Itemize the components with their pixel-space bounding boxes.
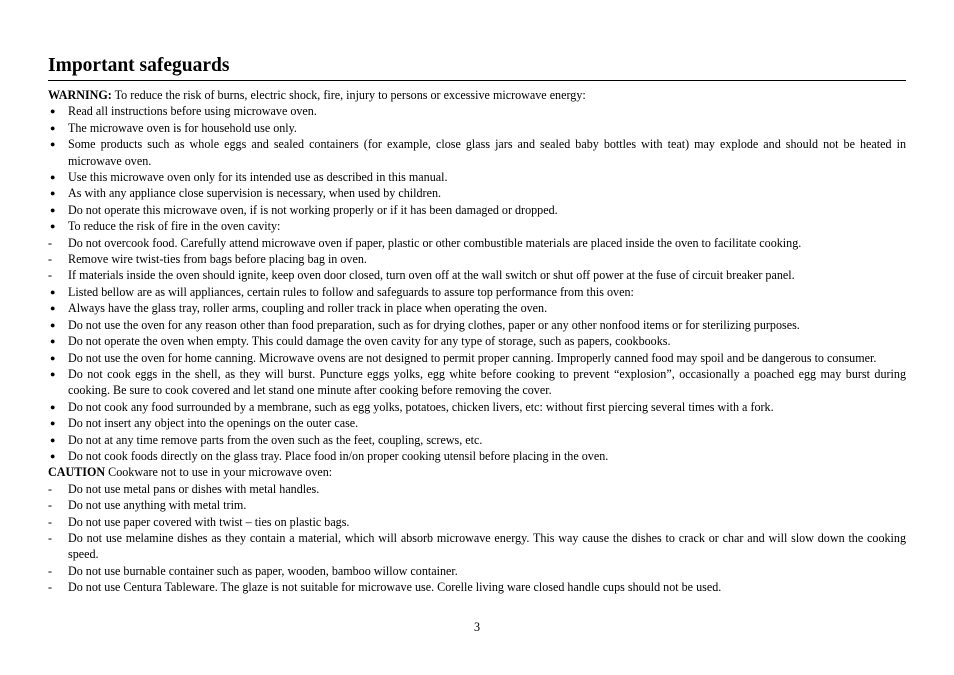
bullet-list-item (48, 333, 906, 349)
bullet-marker: ● (50, 139, 56, 150)
bullet-list-item (48, 350, 906, 366)
list-item-text: Do not use metal pans or dishes with metal handles. (68, 481, 320, 496)
dash-marker: - (48, 580, 53, 595)
list-item-text: Do not cook foods directly on the glass tray. Place food in/on proper cooking utensil before placing in the oven. (68, 448, 609, 463)
bullet-list-item (48, 432, 906, 448)
warning-text: To reduce the risk of burns, electric shock, fire, injury to persons or excessive microwave energy: (111, 88, 586, 102)
list-item-text: If materials inside the oven should ignite, keep oven door closed, turn oven off at the wall switch or shut off power at the fuse of circuit breaker panel. (68, 268, 795, 283)
dash-list-item (48, 235, 906, 251)
list-item-text: Remove wire twist-ties from bags before placing bag in oven. (68, 252, 367, 267)
bullet-list-item (48, 399, 906, 415)
bullet-marker: ● (50, 401, 56, 412)
bullet-marker: ● (50, 106, 56, 117)
bullet-list-item (48, 448, 906, 464)
dash-marker: - (48, 563, 53, 578)
list-item-text: Do not operate the oven when empty. This could damage the oven cavity for any type of storage, such as papers, cookbooks. (68, 334, 671, 349)
bullet-marker: ● (50, 434, 56, 445)
list-item-text: To reduce the risk of fire in the oven cavity: (68, 219, 281, 234)
list-item-text: Do not cook any food surrounded by a membrane, such as egg yolks, potatoes, chicken livers, etc: without first piercing several times with a fork. (68, 399, 774, 414)
bullet-list-item (48, 366, 906, 399)
list-item-text: As with any appliance close supervision is necessary, when used by children. (68, 186, 442, 201)
cookware-caution-list (48, 481, 906, 596)
bullet-list-item (48, 317, 906, 333)
bullet-marker: ● (50, 286, 56, 297)
list-item-text: Do not use anything with metal trim. (68, 498, 247, 513)
bullet-list-item (48, 136, 906, 169)
list-item-text: Do not at any time remove parts from the oven such as the feet, coupling, screws, etc. (68, 432, 483, 447)
dash-marker: - (48, 268, 53, 283)
list-item-text: Do not use burnable container such as paper, wooden, bamboo willow container. (68, 563, 458, 578)
bullet-marker: ● (50, 188, 56, 199)
bullet-marker: ● (50, 303, 56, 314)
bullet-marker: ● (50, 418, 56, 429)
bullet-list-item (48, 415, 906, 431)
bullet-list-item (48, 169, 906, 185)
dash-marker: - (48, 514, 53, 529)
warning-label: WARNING: (48, 88, 112, 102)
bullet-marker: ● (50, 368, 56, 379)
bullet-marker: ● (50, 352, 56, 363)
bullet-marker: ● (50, 122, 56, 133)
dash-marker: - (48, 530, 53, 545)
dash-list-item (48, 514, 906, 530)
bullet-marker: ● (50, 336, 56, 347)
bullet-list-item (48, 103, 906, 119)
safeguards-list (48, 103, 906, 464)
caution-text: Cookware not to use in your microwave oven: (105, 465, 333, 480)
bullet-list-item (48, 185, 906, 201)
dash-list-item (48, 251, 906, 267)
warning-paragraph (48, 87, 906, 103)
dash-marker: - (48, 235, 53, 250)
page-title: Important safeguards (48, 55, 230, 76)
dash-marker: - (48, 498, 53, 513)
dash-marker: - (48, 481, 53, 496)
dash-list-item (48, 530, 906, 563)
list-item-text: Do not use the oven for home canning. Microwave ovens are not designed to permit proper canning. Improperly canned food may spoil and be dangerous to consumer. (68, 350, 877, 365)
title-divider (48, 80, 906, 81)
caution-label: CAUTION (48, 465, 106, 480)
dash-list-item (48, 579, 906, 595)
caution-paragraph (48, 464, 906, 480)
dash-list-item (48, 497, 906, 513)
list-item-text: Do not use the oven for any reason other than food preparation, such as for drying clothes, paper or any other nonfood items or for sterilizing purposes. (68, 317, 800, 332)
list-item-text: Do not insert any object into the openings on the outer case. (68, 416, 359, 431)
bullet-marker: ● (50, 319, 56, 330)
dash-list-item (48, 481, 906, 497)
bullet-list-item (48, 120, 906, 136)
dash-list-item (48, 563, 906, 579)
list-item-text: Do not use paper covered with twist – ties on plastic bags. (68, 514, 350, 529)
list-item-text: Some products such as whole eggs and sealed containers (for example, close glass jars and sealed baby bottles with teat) may explode and should not be heated in microwave oven. (68, 137, 906, 168)
bullet-list-item (48, 202, 906, 218)
bullet-marker: ● (50, 221, 56, 232)
bullet-marker: ● (50, 204, 56, 215)
bullet-list-item (48, 218, 906, 234)
bullet-marker: ● (50, 172, 56, 183)
list-item-text: Do not cook eggs in the shell, as they will burst. Puncture eggs yolks, egg white before cooking to prevent “explosion”, occasionally a poached egg may burst during cooking. Be sure to cook covered and let stand one minute after cooking before removing the cover. (68, 366, 906, 398)
document-page (48, 54, 906, 596)
list-item-text: The microwave oven is for household use only. (68, 120, 297, 135)
dash-list-item (48, 267, 906, 283)
list-item-text: Do not operate this microwave oven, if is not working properly or if it has been damaged or dropped. (68, 202, 558, 217)
list-item-text: Use this microwave oven only for its intended use as described in this manual. (68, 170, 448, 185)
bullet-list-item (48, 300, 906, 316)
bullet-marker: ● (50, 450, 56, 461)
list-item-text: Do not overcook food. Carefully attend microwave oven if paper, plastic or other combustible materials are placed inside the oven to facilitate cooking. (68, 235, 802, 250)
list-item-text: Do not use melamine dishes as they contain a material, which will absorb microwave energy. This way cause the dishes to crack or char and will slow down the cooking speed. (68, 530, 906, 562)
bullet-list-item (48, 284, 906, 300)
list-item-text: Do not use Centura Tableware. The glaze is not suitable for microwave use. Corelle living ware closed handle cups should not be used. (68, 580, 722, 595)
dash-marker: - (48, 252, 53, 267)
list-item-text: Listed bellow are as will appliances, certain rules to follow and safeguards to assure top performance from this oven: (68, 284, 634, 299)
list-item-text: Always have the glass tray, roller arms, coupling and roller track in place when operating the oven. (68, 301, 548, 316)
page-number: 3 (473, 620, 481, 634)
list-item-text: Read all instructions before using microwave oven. (68, 104, 317, 119)
